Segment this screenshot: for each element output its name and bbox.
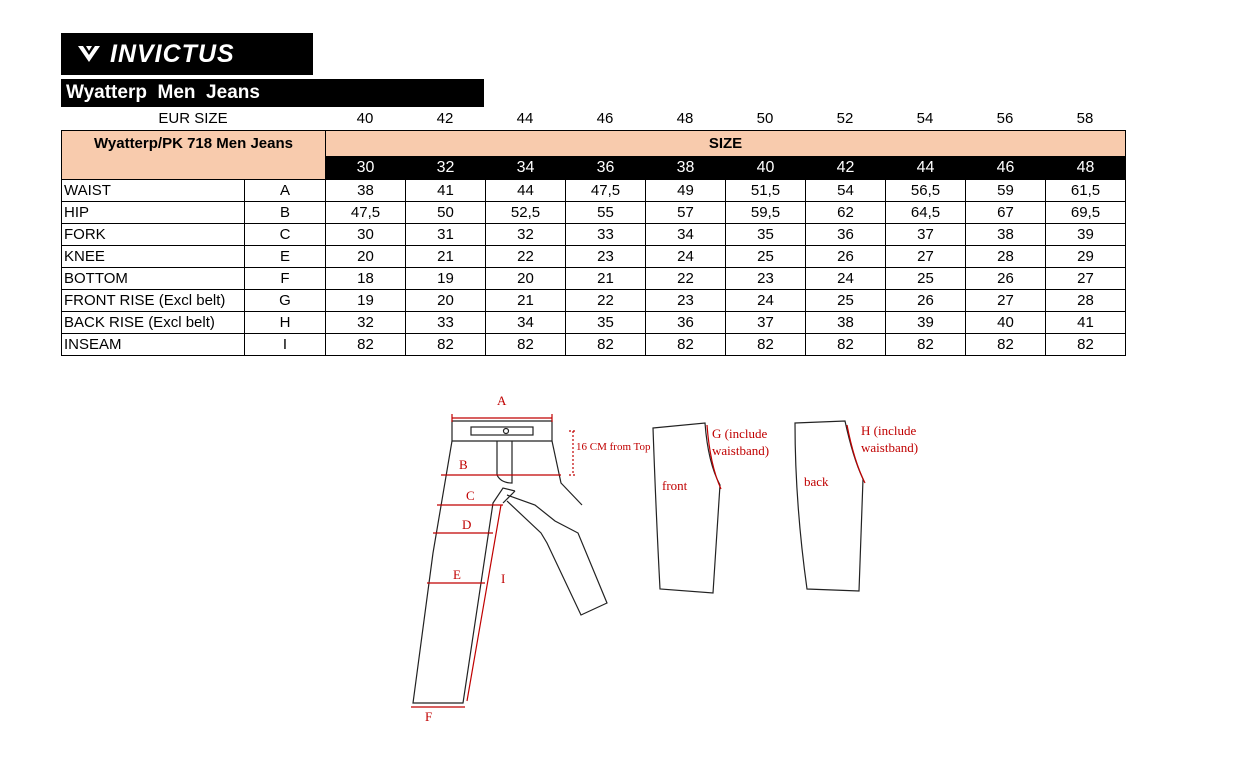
size-number: 38 (646, 157, 726, 180)
eur-size-value: 58 (1076, 110, 1094, 127)
measurement-value: 69,5 (1046, 202, 1126, 224)
measurement-value: 51,5 (726, 180, 806, 202)
measurement-value: 37 (886, 224, 966, 246)
measurement-code: A (245, 180, 326, 202)
table-row (62, 180, 1126, 202)
size-number: 40 (726, 157, 806, 180)
measurement-value: 41 (1046, 312, 1126, 334)
measurement-value: 27 (886, 246, 966, 268)
measurement-value: 27 (1046, 268, 1126, 290)
measurement-value: 38 (966, 224, 1046, 246)
size-number: 46 (966, 157, 1046, 180)
size-number: 44 (886, 157, 966, 180)
eur-size-label: EUR SIZE (158, 110, 228, 127)
size-label: SIZE (326, 131, 1126, 157)
measurement-value: 25 (886, 268, 966, 290)
measurement-rows (62, 180, 1126, 356)
g-note: G (include (712, 426, 768, 441)
measurement-value: 41 (406, 180, 486, 202)
label-e: E (453, 567, 461, 582)
measurement-value: 24 (806, 268, 886, 290)
eur-size-value: 40 (356, 110, 374, 127)
measurement-value: 52,5 (486, 202, 566, 224)
measurement-value: 28 (1046, 290, 1126, 312)
eur-size-value: 54 (916, 110, 934, 127)
brand-header (61, 33, 313, 75)
model-label: Wyatterp/PK 718 Men Jeans (62, 131, 326, 180)
measurement-value: 50 (406, 202, 486, 224)
size-header-row (62, 131, 1126, 157)
measurement-value: 20 (326, 246, 406, 268)
measurement-value: 82 (326, 334, 406, 356)
measurement-name: FORK (62, 224, 245, 246)
measurement-value: 82 (886, 334, 966, 356)
size-number: 32 (406, 157, 486, 180)
measurement-value: 26 (966, 268, 1046, 290)
measurement-value: 21 (486, 290, 566, 312)
measurement-value: 34 (486, 312, 566, 334)
measurement-value: 21 (406, 246, 486, 268)
measurement-name: KNEE (62, 246, 245, 268)
measurement-value: 25 (726, 246, 806, 268)
measurement-diagram (375, 383, 935, 728)
measurement-value: 23 (646, 290, 726, 312)
measurement-value: 35 (566, 312, 646, 334)
measurement-value: 82 (486, 334, 566, 356)
measurement-value: 82 (966, 334, 1046, 356)
measurement-value: 23 (726, 268, 806, 290)
measurement-name: WAIST (62, 180, 245, 202)
measurement-value: 39 (1046, 224, 1126, 246)
measurement-code: B (245, 202, 326, 224)
measurement-value: 31 (406, 224, 486, 246)
h-note: waistband) (861, 440, 919, 455)
measurement-value: 20 (406, 290, 486, 312)
measurement-value: 35 (726, 224, 806, 246)
measurement-value: 19 (326, 290, 406, 312)
measurement-value: 18 (326, 268, 406, 290)
table-row (62, 312, 1126, 334)
back-label: back (804, 474, 829, 489)
measurement-value: 34 (646, 224, 726, 246)
label-f: F (425, 709, 433, 724)
measurement-value: 40 (966, 312, 1046, 334)
table-row (62, 334, 1126, 356)
measurement-value: 38 (806, 312, 886, 334)
measurement-value: 36 (646, 312, 726, 334)
measurement-value: 57 (646, 202, 726, 224)
measurement-value: 59 (966, 180, 1046, 202)
measurement-name: FRONT RISE (Excl belt) (62, 290, 245, 312)
measurement-value: 82 (726, 334, 806, 356)
measurement-value: 82 (806, 334, 886, 356)
eur-size-value: 56 (996, 110, 1014, 127)
measurement-value: 38 (326, 180, 406, 202)
measurement-value: 82 (406, 334, 486, 356)
size-number: 34 (486, 157, 566, 180)
table-row (62, 202, 1126, 224)
measurement-value: 30 (326, 224, 406, 246)
label-i: I (501, 571, 506, 586)
measurement-value: 64,5 (886, 202, 966, 224)
measurement-value: 33 (406, 312, 486, 334)
measurement-name: INSEAM (62, 334, 245, 356)
measurement-value: 49 (646, 180, 726, 202)
measurement-value: 32 (486, 224, 566, 246)
eur-size-value: 50 (756, 110, 774, 127)
product-title-bar (61, 79, 484, 107)
product-title: Wyatterp Men Jeans (66, 82, 260, 103)
size-number: 36 (566, 157, 646, 180)
measurement-value: 82 (566, 334, 646, 356)
size-chart-table (61, 130, 1126, 356)
g-note: waistband) (712, 443, 770, 458)
measurement-value: 59,5 (726, 202, 806, 224)
measurement-name: HIP (62, 202, 245, 224)
eur-size-value: 52 (836, 110, 854, 127)
measurement-value: 28 (966, 246, 1046, 268)
measurement-code: E (245, 246, 326, 268)
label-a: A (497, 393, 507, 408)
chevron-logo-icon (77, 44, 101, 64)
eur-size-value: 48 (676, 110, 694, 127)
measurement-value: 21 (566, 268, 646, 290)
measurement-value: 82 (1046, 334, 1126, 356)
measurement-value: 26 (806, 246, 886, 268)
measurement-value: 22 (646, 268, 726, 290)
h-note: H (include (861, 423, 917, 438)
table-row (62, 246, 1126, 268)
table-row (62, 290, 1126, 312)
label-c: C (466, 488, 475, 503)
measurement-value: 55 (566, 202, 646, 224)
measurement-value: 22 (486, 246, 566, 268)
measurement-name: BOTTOM (62, 268, 245, 290)
measurement-value: 24 (646, 246, 726, 268)
hip-note: 16 CM from Top (576, 441, 651, 453)
measurement-value: 82 (646, 334, 726, 356)
measurement-value: 20 (486, 268, 566, 290)
measurement-code: C (245, 224, 326, 246)
measurement-code: F (245, 268, 326, 290)
measurement-value: 22 (566, 290, 646, 312)
measurement-value: 33 (566, 224, 646, 246)
measurement-value: 32 (326, 312, 406, 334)
measurement-value: 23 (566, 246, 646, 268)
measurement-value: 47,5 (566, 180, 646, 202)
measurement-value: 67 (966, 202, 1046, 224)
measurement-code: I (245, 334, 326, 356)
size-number: 42 (806, 157, 886, 180)
measurement-value: 29 (1046, 246, 1126, 268)
measurement-value: 47,5 (326, 202, 406, 224)
measurement-value: 26 (886, 290, 966, 312)
table-row (62, 224, 1126, 246)
measurement-value: 19 (406, 268, 486, 290)
measurement-value: 36 (806, 224, 886, 246)
eur-size-value: 42 (436, 110, 454, 127)
eur-size-value: 46 (596, 110, 614, 127)
measurement-value: 62 (806, 202, 886, 224)
label-b: B (459, 457, 468, 472)
measurement-value: 27 (966, 290, 1046, 312)
eur-size-value: 44 (516, 110, 534, 127)
measurement-value: 39 (886, 312, 966, 334)
measurement-value: 44 (486, 180, 566, 202)
size-number: 48 (1046, 157, 1126, 180)
size-number: 30 (326, 157, 406, 180)
brand-name: INVICTUS (110, 40, 235, 68)
label-d: D (462, 517, 472, 532)
measurement-name: BACK RISE (Excl belt) (62, 312, 245, 334)
front-label: front (662, 478, 688, 493)
measurement-value: 61,5 (1046, 180, 1126, 202)
measurement-value: 37 (726, 312, 806, 334)
measurement-code: H (245, 312, 326, 334)
measurement-value: 25 (806, 290, 886, 312)
measurement-value: 24 (726, 290, 806, 312)
table-row (62, 268, 1126, 290)
measurement-value: 56,5 (886, 180, 966, 202)
measurement-value: 54 (806, 180, 886, 202)
measurement-code: G (245, 290, 326, 312)
